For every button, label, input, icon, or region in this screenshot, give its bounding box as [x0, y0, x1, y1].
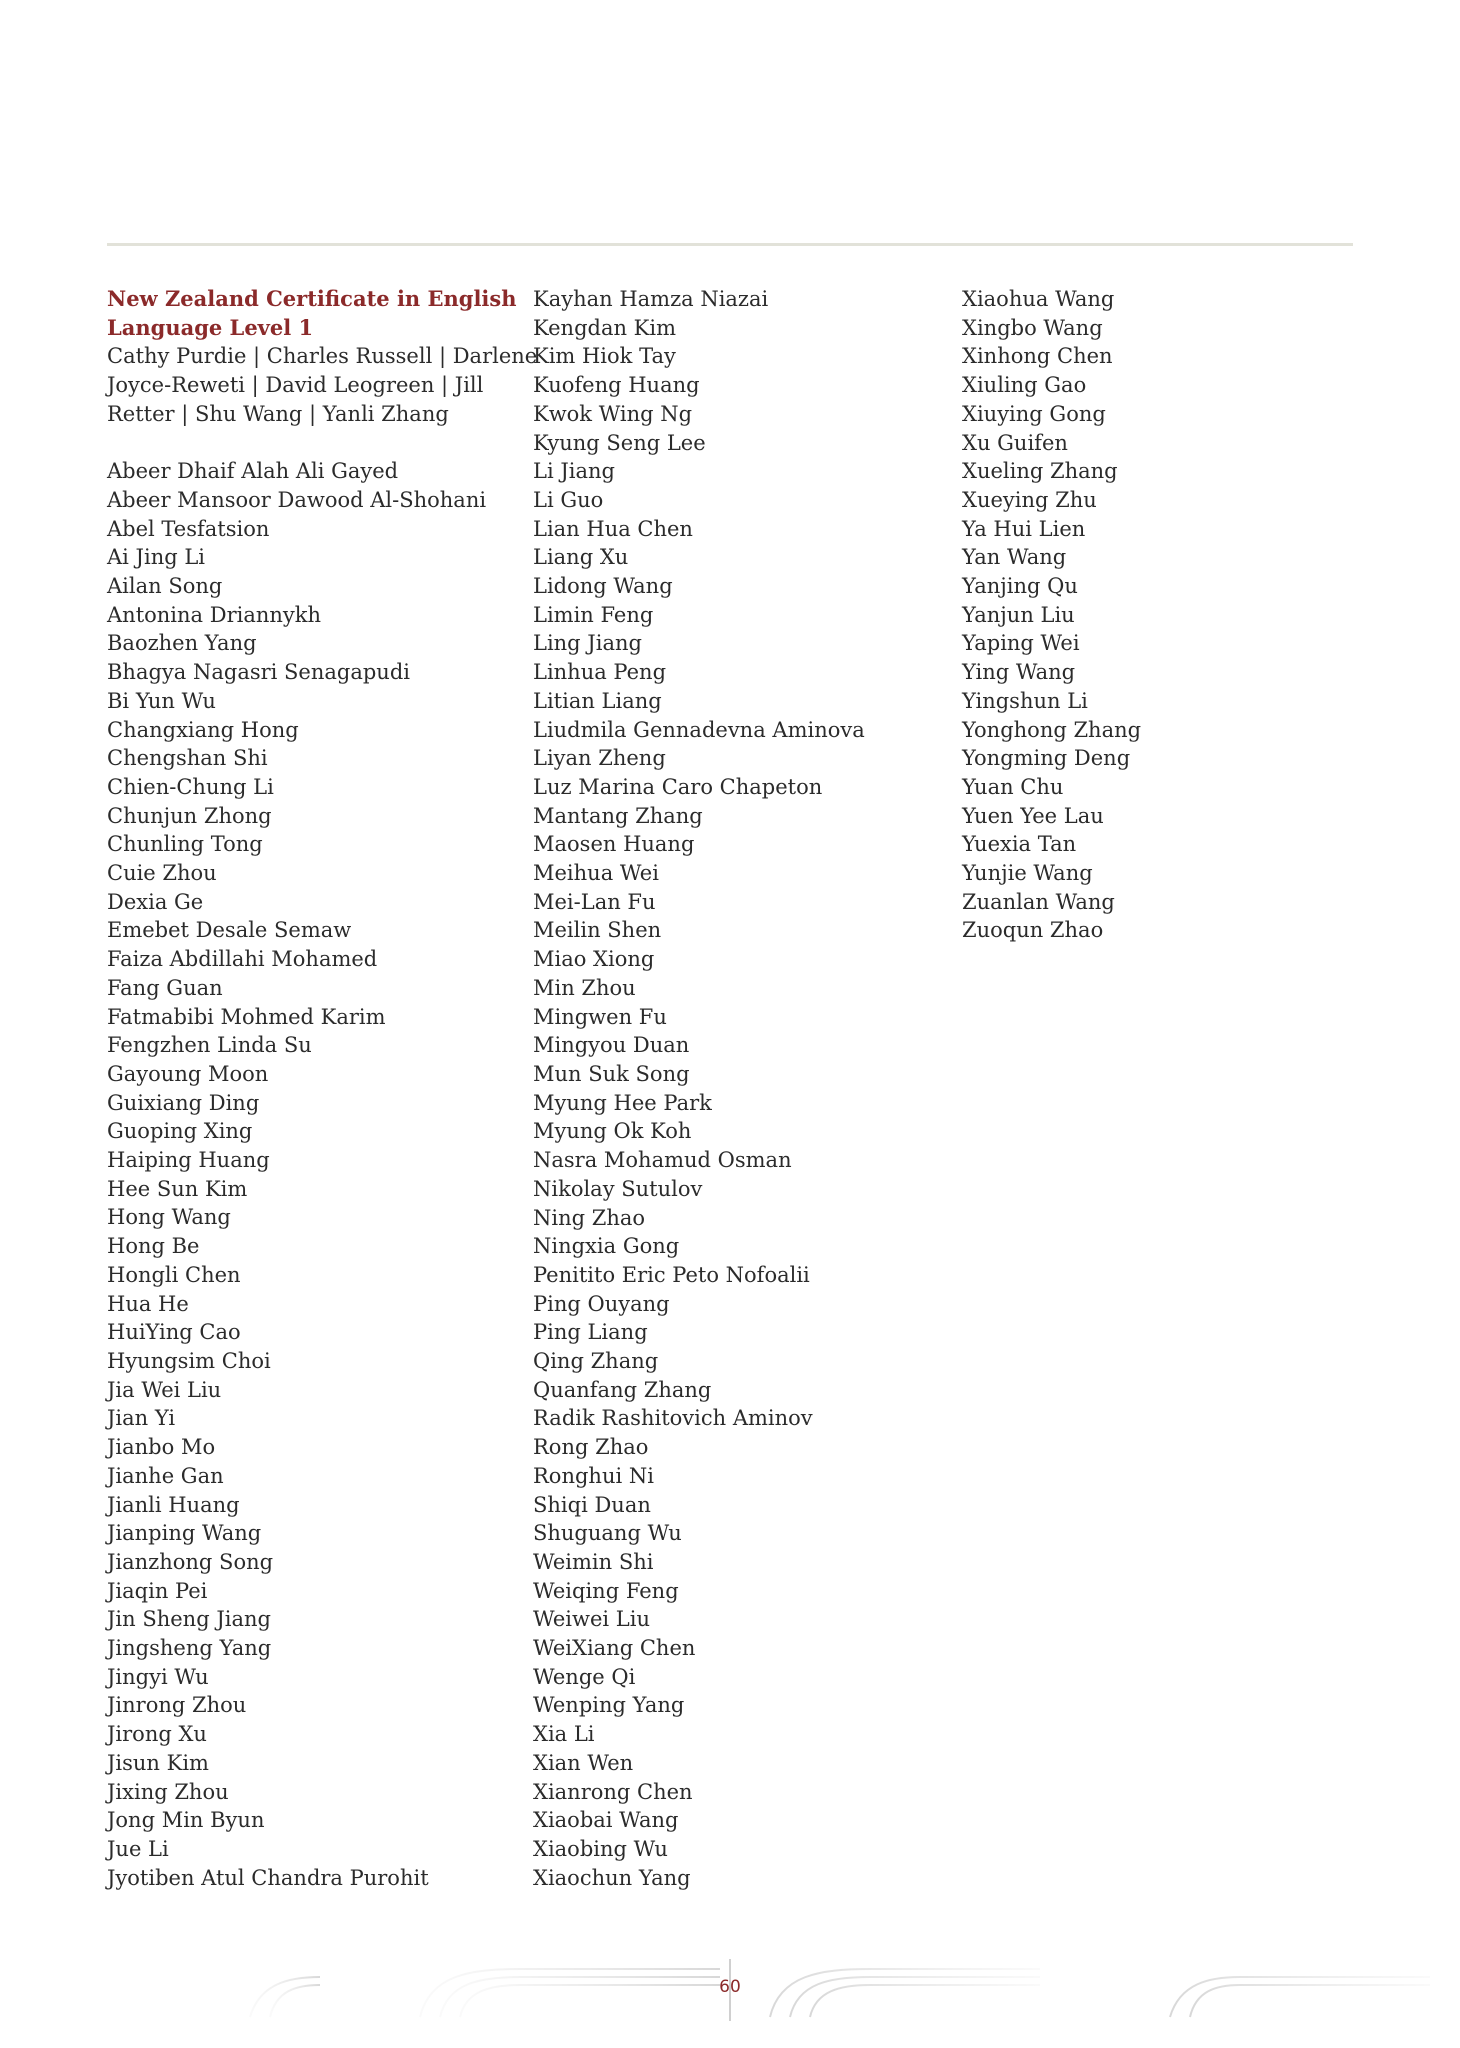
spacer	[107, 429, 507, 458]
graduate-name: Lian Hua Chen	[533, 516, 693, 541]
graduate-name: Yanjun Liu	[962, 602, 1075, 627]
graduate-name: Hee Sun Kim	[107, 1176, 248, 1201]
graduate-name: Abel Tesfatsion	[107, 516, 270, 541]
graduate-name: Radik Rashitovich Aminov	[533, 1406, 813, 1431]
graduate-name: Xian Wen	[533, 1750, 634, 1775]
graduate-name: Ya Hui Lien	[962, 516, 1086, 541]
column-3	[962, 285, 1342, 945]
graduate-name: Guoping Xing	[107, 1119, 253, 1144]
graduate-name: Xingbo Wang	[962, 315, 1103, 340]
graduate-name: Zuanlan Wang	[962, 889, 1115, 914]
graduate-name: Chunling Tong	[107, 832, 263, 857]
tutors-line: Retter | Shu Wang | Yanli Zhang	[107, 401, 449, 426]
graduate-name: Hong Wang	[107, 1205, 231, 1230]
column-2	[533, 285, 933, 1892]
graduate-name: Nasra Mohamud Osman	[533, 1148, 792, 1173]
graduate-name: Meihua Wei	[533, 861, 659, 886]
graduate-name: Liudmila Gennadevna Aminova	[533, 717, 865, 742]
graduate-name: Li Jiang	[533, 459, 615, 484]
graduate-name: Jingyi Wu	[107, 1664, 209, 1689]
graduate-name: Jianping Wang	[107, 1521, 262, 1546]
graduate-name: Liyan Zheng	[533, 746, 666, 771]
graduate-name: Jianbo Mo	[107, 1435, 216, 1460]
column-1	[107, 285, 538, 1892]
graduate-name: Weiwei Liu	[533, 1607, 650, 1632]
graduate-name: Yunjie Wang	[962, 861, 1093, 886]
graduate-name: Xueying Zhu	[962, 487, 1097, 512]
graduate-name: Guixiang Ding	[107, 1090, 260, 1115]
graduate-name: Kyung Seng Lee	[533, 430, 706, 455]
graduate-name: Haiping Huang	[107, 1148, 270, 1173]
graduate-name: Emebet Desale Semaw	[107, 918, 352, 943]
graduate-name: Lidong Wang	[533, 574, 673, 599]
graduate-name: Miao Xiong	[533, 947, 655, 972]
graduate-name: Weiqing Feng	[533, 1578, 679, 1603]
graduate-name: Bi Yun Wu	[107, 688, 216, 713]
graduate-name: Faiza Abdillahi Mohamed	[107, 947, 378, 972]
graduate-name: Liang Xu	[533, 545, 629, 570]
graduate-name: Chengshan Shi	[107, 746, 268, 771]
page-number: 60	[719, 1977, 741, 1997]
graduate-name: Chunjun Zhong	[107, 803, 272, 828]
graduate-name: Myung Hee Park	[533, 1090, 712, 1115]
tutors-line: Cathy Purdie | Charles Russell | Darlene	[107, 344, 538, 369]
graduate-name: Ning Zhao	[533, 1205, 646, 1230]
graduate-name: Mei-Lan Fu	[533, 889, 656, 914]
graduate-name: Yuexia Tan	[962, 832, 1077, 857]
graduate-name: Ronghui Ni	[533, 1463, 654, 1488]
graduate-name: Ying Wang	[962, 660, 1076, 685]
graduate-name: Shiqi Duan	[533, 1492, 651, 1517]
graduate-name: Jue Li	[107, 1836, 169, 1861]
graduate-name: Xianrong Chen	[533, 1779, 693, 1804]
graduate-name: Gayoung Moon	[107, 1061, 269, 1086]
graduate-name: Antonina Driannykh	[107, 602, 322, 627]
graduate-name: Yuen Yee Lau	[962, 803, 1104, 828]
section-title-line-2: Language Level 1	[107, 314, 314, 340]
graduate-name: Jixing Zhou	[107, 1779, 229, 1804]
graduate-name: Jyotiben Atul Chandra Purohit	[107, 1865, 429, 1890]
graduate-name: Jirong Xu	[107, 1722, 207, 1747]
graduate-name: Yingshun Li	[962, 688, 1088, 713]
graduate-name: Kayhan Hamza Niazai	[533, 287, 769, 311]
graduate-name: HuiYing Cao	[107, 1320, 241, 1345]
graduate-name: Min Zhou	[533, 975, 636, 1000]
graduate-name: Yaping Wei	[962, 631, 1080, 656]
graduate-name: Wenping Yang	[533, 1693, 685, 1718]
section-title-line-1: New Zealand Certificate in English	[107, 286, 517, 311]
graduate-name: Quanfang Zhang	[533, 1377, 712, 1402]
graduate-name: Xiaohua Wang	[962, 287, 1115, 311]
graduate-name: Ningxia Gong	[533, 1234, 680, 1259]
graduate-name: Hongli Chen	[107, 1262, 241, 1287]
graduate-name: Maosen Huang	[533, 832, 695, 857]
graduate-list-column-2	[533, 285, 933, 1892]
graduate-name: Myung Ok Koh	[533, 1119, 692, 1144]
graduate-name: Yonghong Zhang	[962, 717, 1142, 742]
graduate-name: Zuoqun Zhao	[962, 918, 1104, 943]
graduate-name: Xu Guifen	[962, 430, 1068, 455]
graduate-name: Xiuling Gao	[962, 373, 1087, 398]
graduate-name: Ailan Song	[107, 574, 223, 599]
graduate-name: Jin Sheng Jiang	[107, 1607, 271, 1632]
graduate-name: Mingyou Duan	[533, 1033, 690, 1058]
graduate-name: Jingsheng Yang	[107, 1636, 272, 1661]
graduate-name: Mantang Zhang	[533, 803, 703, 828]
graduate-name: Mun Suk Song	[533, 1061, 690, 1086]
graduate-name: WeiXiang Chen	[533, 1636, 696, 1661]
graduate-name: Rong Zhao	[533, 1435, 649, 1460]
graduate-name: Xinhong Chen	[962, 344, 1113, 369]
graduate-name: Weimin Shi	[533, 1549, 654, 1574]
graduate-name: Jianhe Gan	[107, 1463, 224, 1488]
graduate-name: Xiaobai Wang	[533, 1808, 679, 1833]
graduate-name: Shuguang Wu	[533, 1521, 682, 1546]
graduate-name: Abeer Mansoor Dawood Al-Shohani	[107, 487, 487, 512]
graduate-name: Yongming Deng	[962, 746, 1131, 771]
graduate-name: Hua He	[107, 1291, 189, 1316]
tutors-line: Joyce-Reweti | David Leogreen | Jill	[107, 373, 484, 398]
graduate-name: Qing Zhang	[533, 1349, 659, 1374]
graduate-list-column-3	[962, 285, 1342, 945]
graduate-name: Yuan Chu	[962, 774, 1064, 799]
graduate-name: Jiaqin Pei	[107, 1578, 208, 1603]
graduate-name: Chien-Chung Li	[107, 774, 274, 799]
graduate-name: Kim Hiok Tay	[533, 344, 676, 369]
graduate-name: Xiuying Gong	[962, 401, 1106, 426]
graduate-name: Fengzhen Linda Su	[107, 1033, 312, 1058]
graduate-name: Linhua Peng	[533, 660, 667, 685]
graduate-name: Mingwen Fu	[533, 1004, 667, 1029]
graduate-name: Jinrong Zhou	[107, 1693, 247, 1718]
graduate-name: Jia Wei Liu	[107, 1377, 222, 1402]
graduate-name: Li Guo	[533, 487, 604, 512]
graduate-name: Hyungsim Choi	[107, 1349, 271, 1373]
graduate-name: Xiaochun Yang	[533, 1865, 691, 1890]
graduate-name: Litian Liang	[533, 688, 662, 713]
graduate-name: Ping Liang	[533, 1320, 648, 1345]
graduate-name: Ling Jiang	[533, 631, 642, 656]
graduate-name: Abeer Dhaif Alah Ali Gayed	[107, 459, 399, 484]
graduate-name: Nikolay Sutulov	[533, 1176, 703, 1201]
graduate-name: Meilin Shen	[533, 918, 662, 943]
graduate-name: Penitito Eric Peto Nofoalii	[533, 1262, 810, 1287]
graduate-name: Hong Be	[107, 1234, 200, 1259]
graduate-name: Changxiang Hong	[107, 717, 299, 742]
top-divider	[107, 243, 1353, 246]
graduate-name: Xiaobing Wu	[533, 1836, 668, 1861]
graduate-name: Fatmabibi Mohmed Karim	[107, 1004, 386, 1029]
graduate-name: Ai Jing Li	[107, 545, 205, 570]
graduate-name: Jian Yi	[107, 1406, 176, 1431]
graduate-name: Fang Guan	[107, 975, 223, 1000]
graduate-name: Ping Ouyang	[533, 1291, 670, 1316]
graduate-name: Kwok Wing Ng	[533, 401, 693, 426]
graduate-name: Cuie Zhou	[107, 861, 217, 886]
graduate-name: Xia Li	[533, 1722, 595, 1747]
graduate-name: Kuofeng Huang	[533, 373, 700, 398]
graduate-list-column-1	[107, 457, 507, 1892]
graduate-name: Dexia Ge	[107, 889, 204, 914]
graduate-name: Jianzhong Song	[107, 1549, 274, 1574]
graduate-name: Jong Min Byun	[107, 1808, 265, 1833]
graduate-name: Yan Wang	[962, 545, 1067, 570]
graduate-name: Xueling Zhang	[962, 459, 1118, 484]
graduate-name: Yanjing Qu	[962, 574, 1078, 599]
graduate-name: Jisun Kim	[107, 1750, 209, 1775]
graduate-name: Kengdan Kim	[533, 315, 677, 340]
graduate-name: Bhagya Nagasri Senagapudi	[107, 660, 410, 685]
graduate-name: Limin Feng	[533, 602, 654, 627]
graduate-name: Luz Marina Caro Chapeton	[533, 774, 823, 799]
graduate-name: Jianli Huang	[107, 1492, 240, 1517]
graduate-name: Wenge Qi	[533, 1664, 636, 1689]
graduate-name: Baozhen Yang	[107, 631, 257, 656]
